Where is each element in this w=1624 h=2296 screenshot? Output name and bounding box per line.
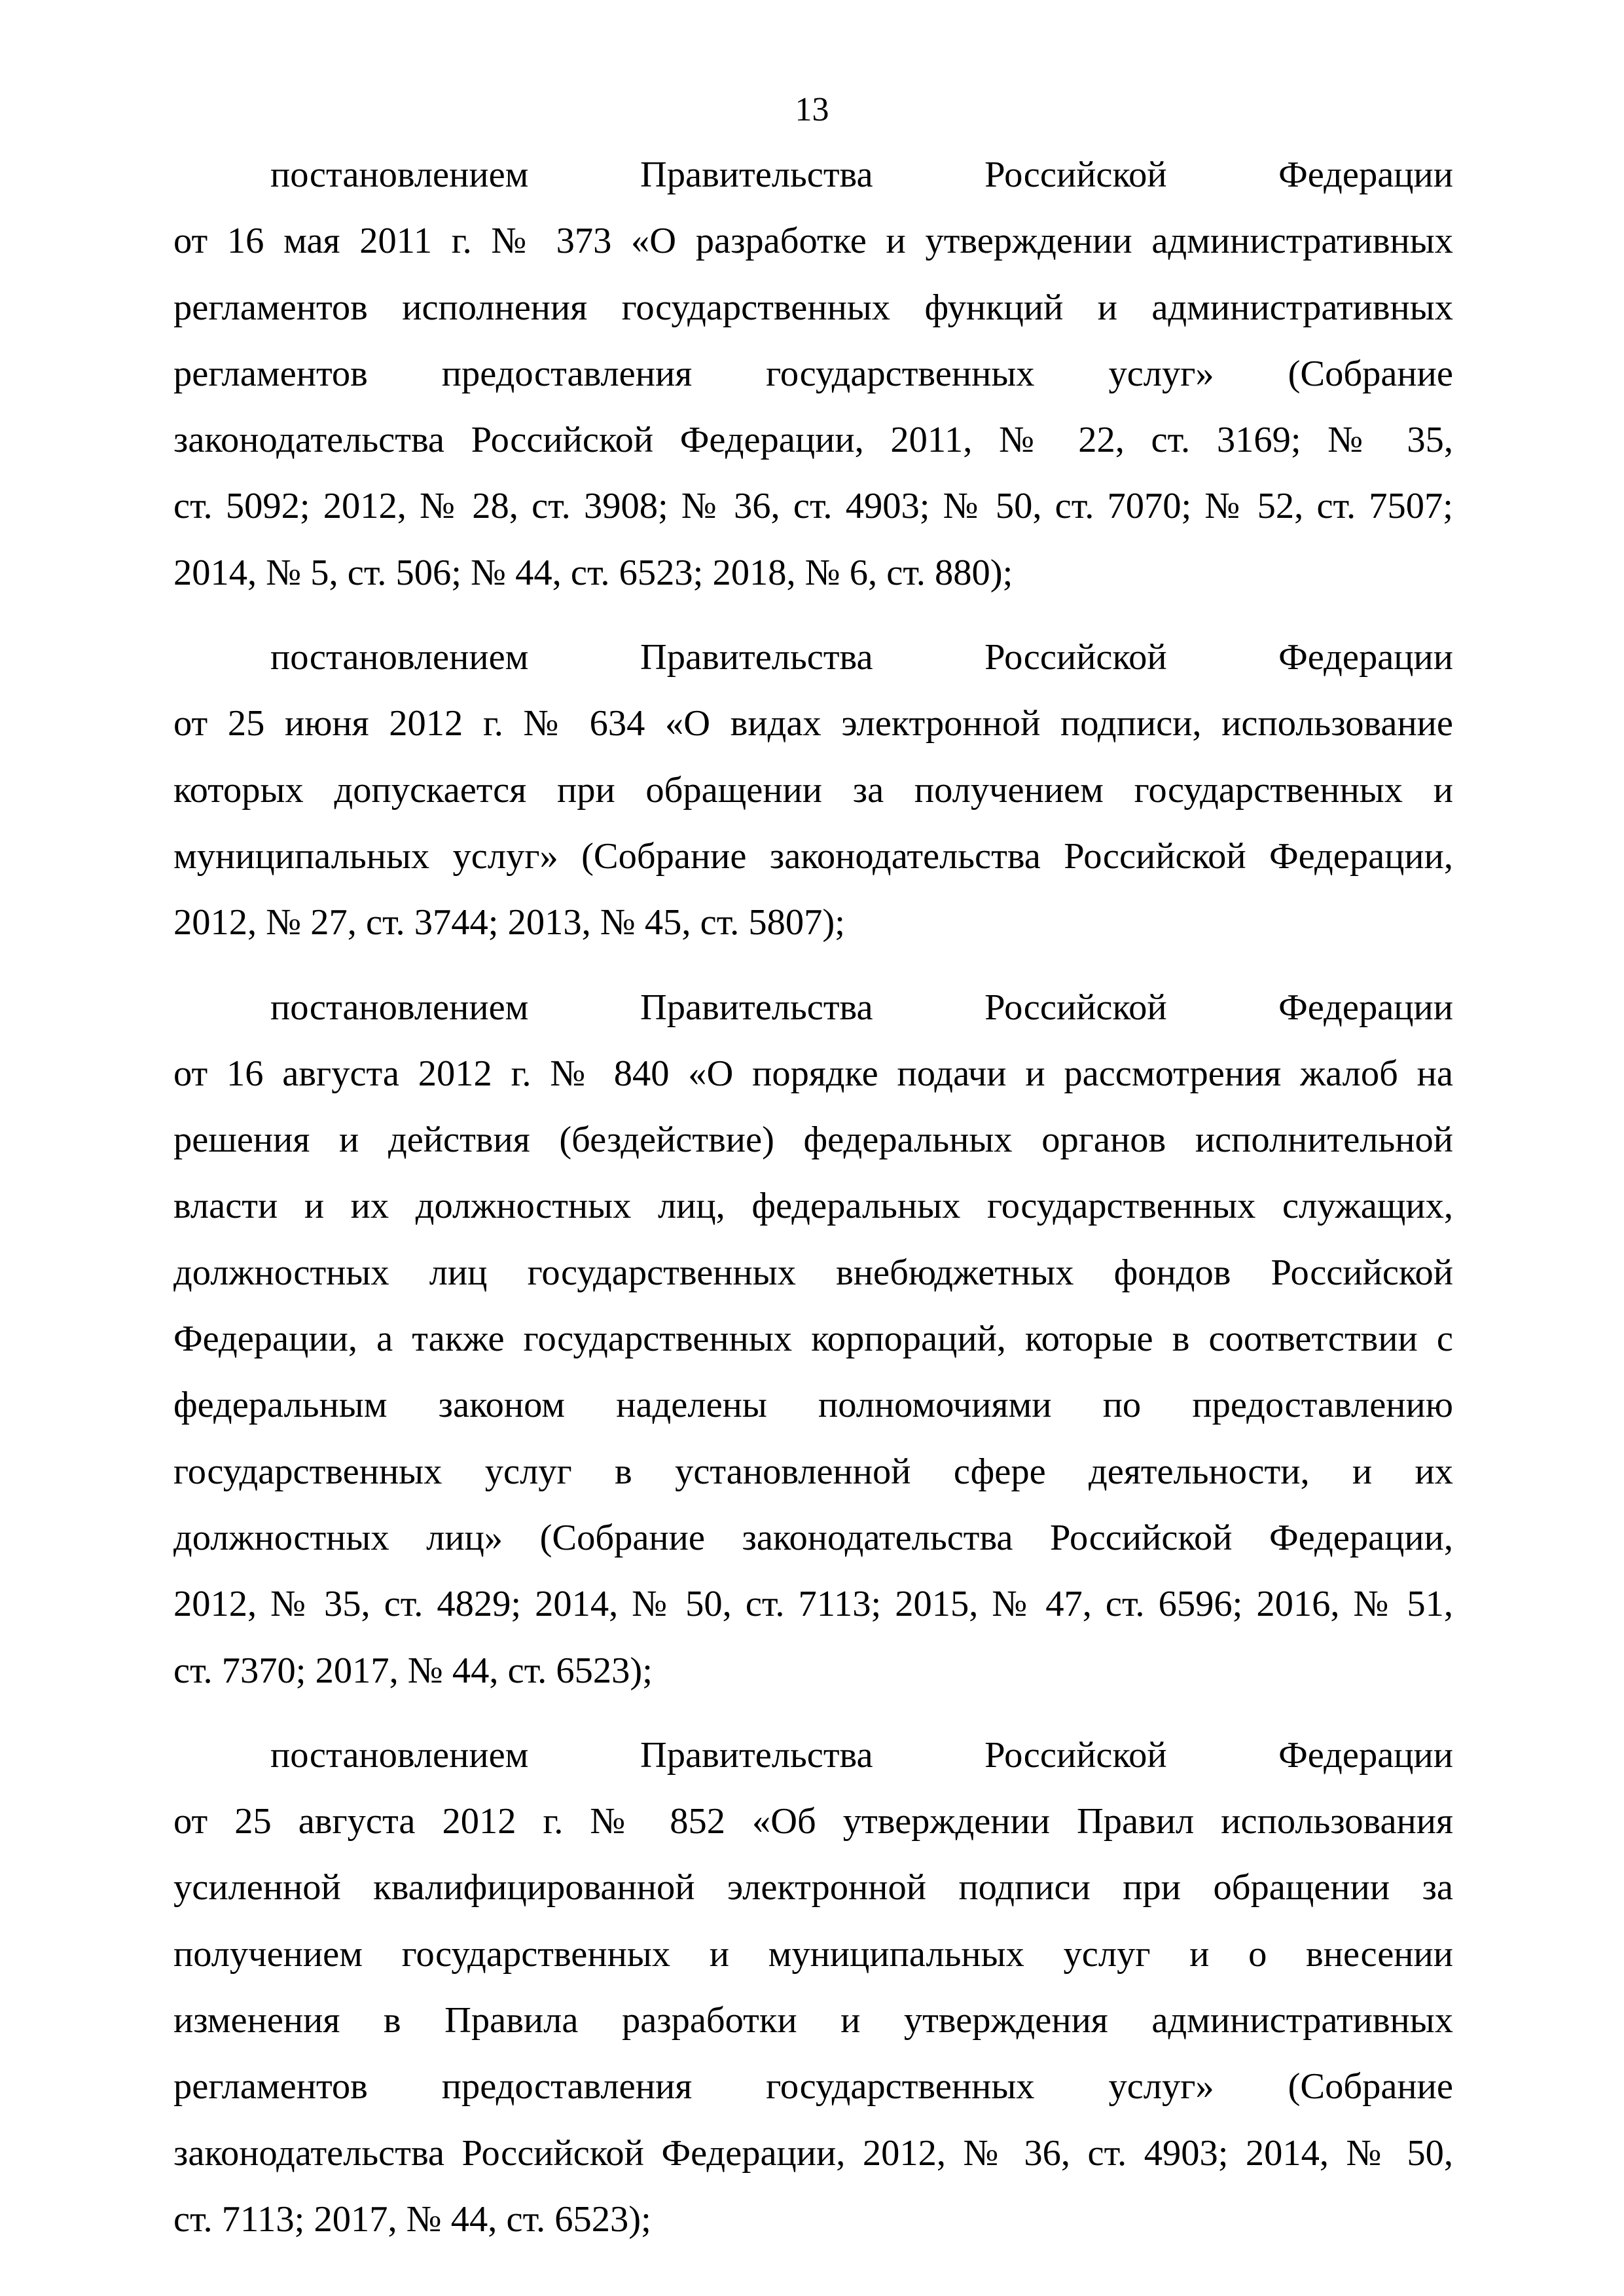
text-line: усиленной квалифицированной электронной подписи при обращении за <box>173 1867 1453 1908</box>
document-body <box>173 142 1453 2271</box>
text-line: должностных лиц» (Собрание законодательства Российской Федерации, <box>173 1517 1453 1558</box>
text-line: постановлением Правительства Российской Федерации <box>270 155 1453 195</box>
text-line: муниципальных услуг» (Собрание законодательства Российской Федерации, <box>173 835 1453 877</box>
text-line: 2014, № 5, ст. 506; № 44, ст. 6523; 2018, № 6, ст. 880); <box>173 552 1013 593</box>
text-line: власти и их должностных лиц, федеральных государственных служащих, <box>173 1186 1453 1227</box>
text-line: от 25 июня 2012 г. № 634 «О видах электронной подписи, использование <box>173 703 1453 744</box>
text-line: федеральным законом наделены полномочиями по предоставлению <box>173 1385 1453 1426</box>
text-line: должностных лиц государственных внебюджетных фондов Российской <box>173 1252 1453 1293</box>
text-line: получением государственных и муниципальных услуг и о внесении <box>173 1933 1453 1975</box>
text-line: Федерации, а также государственных корпораций, которые в соответствии с <box>173 1319 1453 1360</box>
text-line: государственных услуг в установленной сфере деятельности, и их <box>173 1451 1453 1492</box>
paragraph-resolution-840 <box>173 975 1453 1704</box>
text-line: регламентов предоставления государственных услуг» (Собрание <box>173 2066 1453 2107</box>
text-line: ст. 7113; 2017, № 44, ст. 6523); <box>173 2198 651 2240</box>
text-line: от 16 мая 2011 г. № 373 «О разработке и утверждении административных <box>173 221 1453 262</box>
text-line: ст. 7370; 2017, № 44, ст. 6523); <box>173 1650 653 1691</box>
text-line: которых допускается при обращении за получением государственных и <box>173 769 1453 811</box>
text-line: от 16 августа 2012 г. № 840 «О порядке подачи и рассмотрения жалоб на <box>173 1053 1453 1094</box>
text-line: от 25 августа 2012 г. № 852 «Об утверждении Правил использования <box>173 1801 1453 1842</box>
text-line: ст. 5092; 2012, № 28, ст. 3908; № 36, ст. 4903; № 50, ст. 7070; № 52, ст. 7507; <box>173 486 1453 527</box>
text-line: постановлением Правительства Российской Федерации <box>270 1734 1453 1776</box>
text-line: 2012, № 35, ст. 4829; 2014, № 50, ст. 7113; 2015, № 47, ст. 6596; 2016, № 51, <box>173 1584 1453 1625</box>
text-line: постановлением Правительства Российской Федерации <box>270 637 1453 678</box>
paragraph-resolution-373 <box>173 142 1453 606</box>
text-line: законодательства Российской Федерации, 2012, № 36, ст. 4903; 2014, № 50, <box>173 2132 1453 2174</box>
text-line: законодательства Российской Федерации, 2011, № 22, ст. 3169; № 35, <box>173 420 1453 461</box>
paragraph-resolution-852 <box>173 1722 1453 2253</box>
text-line: регламентов предоставления государственных услуг» (Собрание <box>173 353 1453 394</box>
page-number: 13 <box>795 91 829 128</box>
text-line: 2012, № 27, ст. 3744; 2013, № 45, ст. 5807); <box>173 902 845 943</box>
text-line: регламентов исполнения государственных функций и административных <box>173 287 1453 328</box>
text-line: постановлением Правительства Российской Федерации <box>270 987 1453 1028</box>
text-line: изменения в Правила разработки и утверждения административных <box>173 2000 1453 2041</box>
paragraph-resolution-634 <box>173 625 1453 956</box>
text-line: решения и действия (бездействие) федеральных органов исполнительной <box>173 1120 1453 1161</box>
